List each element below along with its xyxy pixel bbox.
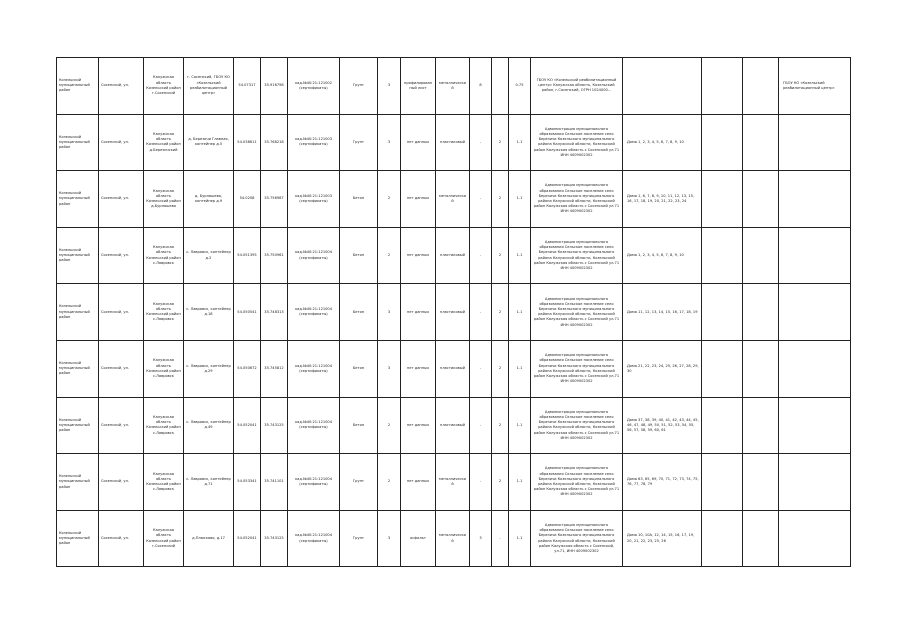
cell-blank2 (743, 510, 779, 567)
cell-lon: 35.743125 (261, 397, 288, 454)
cell-blank3 (779, 114, 851, 171)
cell-v3: 1.1 (509, 510, 531, 567)
cell-lat: 54.050541 (234, 284, 261, 341)
cell-vol: 3 (470, 510, 492, 567)
cell-blank2 (743, 58, 779, 115)
cell-vol: - (470, 114, 492, 171)
cell-location: Сосенский, ул. (99, 454, 144, 511)
cell-region: Калужская область Козельский район с.Лавровск (144, 397, 184, 454)
cell-surface: Бетон (340, 171, 378, 228)
cell-region: Калужская область Козельский район д.Березичский (144, 114, 184, 171)
cell-v3: 1.1 (509, 454, 531, 511)
cell-region: Калужская область Козельский район г.Сосенский (144, 58, 184, 115)
cell-district: Козельский муниципальный район (57, 340, 99, 397)
cell-lon: 35.756987 (261, 171, 288, 228)
cell-type: металлический (436, 510, 470, 567)
cell-district: Козельский муниципальный район (57, 454, 99, 511)
cell-v2: 2 (492, 114, 509, 171)
cell-blank1 (702, 340, 743, 397)
cell-vol: - (470, 454, 492, 511)
cell-sources: Дома 10, 10А, 12, 14, 15, 16, 17, 19, 20, 21, 22, 23, 25, 26 (623, 510, 702, 567)
cell-owner: Администрация муниципального образования Сельское поселение село Березичи Козельского муниципального района Калужской области, Козельский район Калужская область с Сосенский ул.71 ИНН 4009002302 (531, 114, 623, 171)
table-row (57, 454, 851, 511)
cell-sources: Дома 63, 65, 69, 70, 71, 72, 73, 74, 75, 76, 77, 78, 79 (623, 454, 702, 511)
cell-lon: 35.916798 (261, 58, 288, 115)
registry-table (56, 57, 851, 567)
cell-sources (623, 58, 702, 115)
cell-count: 3 (378, 284, 401, 341)
cell-v2: 2 (492, 397, 509, 454)
cell-cadastral: кад.№40:21:121004 (сертификаты) (288, 340, 340, 397)
cell-location: Сосенский, ул. (99, 227, 144, 284)
cell-blank2 (743, 284, 779, 341)
cell-lat: 54.053341 (234, 454, 261, 511)
cell-vol: - (470, 284, 492, 341)
cell-location: Сосенский, ул. (99, 510, 144, 567)
cell-lat: 54.052041 (234, 397, 261, 454)
cell-lat: 54.07317 (234, 58, 261, 115)
cell-blank3 (779, 284, 851, 341)
cell-type: пластиковый (436, 114, 470, 171)
cell-address: с. Лавровск, контейнер д.71 (184, 454, 234, 511)
cell-address: с. Лавровск, контейнер д.49 (184, 397, 234, 454)
cell-owner: Администрация муниципального образования Сельское поселение село Березичи Козельского муниципального района Калужской области, Козельский район Калужская область с Сосенский ул.71 ИНН 4009002302 (531, 227, 623, 284)
cell-sources: Дома 1, 2, 3, 4, 5, 6, 7, 8, 9, 10 (623, 227, 702, 284)
cell-count: 2 (378, 171, 401, 228)
cell-count: 2 (378, 454, 401, 511)
cell-surface: Бетон (340, 227, 378, 284)
cell-lon: 35.750961 (261, 227, 288, 284)
cell-vol: - (470, 340, 492, 397)
cell-location: Сосенский, ул. (99, 58, 144, 115)
cell-owner: Администрация муниципального образования Сельское поселение село Березичи Козельского муниципального района Калужской области, Козельский район Калужская область с Сосенский ул.71 ИНН 4009002302 (531, 454, 623, 511)
cell-region: Калужская область Козельский район с.Лавровск (144, 227, 184, 284)
cell-address: с. Лавровск, контейнер д.18 (184, 284, 234, 341)
cell-owner: Администрация муниципального образования Сельское поселение село Березичи Козельского муниципального района Калужской области, Козельский район Калужская область с Сосенский ул.71 ИНН 4009002302 (531, 171, 623, 228)
cell-cover: нет данных (401, 284, 436, 341)
cell-blank3 (779, 340, 851, 397)
cell-type: металлический (436, 58, 470, 115)
cell-blank3 (779, 397, 851, 454)
table-row (57, 510, 851, 567)
cell-v3: 0.75 (509, 58, 531, 115)
table-row (57, 114, 851, 171)
cell-cadastral: кад.№40:21:121003 (сертификаты) (288, 171, 340, 228)
cell-v2: 2 (492, 171, 509, 228)
cell-lon: 35.745812 (261, 340, 288, 397)
cell-blank1 (702, 284, 743, 341)
cell-owner: Администрация муниципального образования Сельское поселение село Березичи Козельского муниципального района Калужской области, Козельский район Калужская область с Сосенский, ул.71, ИНН 4009002302 (531, 510, 623, 567)
cell-v2: 2 (492, 284, 509, 341)
cell-location: Сосенский, ул. (99, 397, 144, 454)
cell-v3: 1.1 (509, 340, 531, 397)
cell-blank1 (702, 510, 743, 567)
cell-sources: Дома 21, 22, 23, 24, 25, 26, 27, 28, 29, 30 (623, 340, 702, 397)
cell-blank1 (702, 58, 743, 115)
cell-cover: асфальт (401, 510, 436, 567)
cell-cover: нет данных (401, 227, 436, 284)
cell-district: Козельский муниципальный район (57, 171, 99, 228)
cell-sources: Дома 11, 12, 13, 14, 15, 16, 17, 18, 19 (623, 284, 702, 341)
cell-v2: 2 (492, 454, 509, 511)
cell-location: Сосенский, ул. (99, 284, 144, 341)
cell-v2 (492, 58, 509, 115)
cell-cover: профилированный лист (401, 58, 436, 115)
cell-surface: Грунт (340, 114, 378, 171)
cell-lon: 35.748313 (261, 284, 288, 341)
cell-region: Калужская область Козельский район с.Лавровск (144, 340, 184, 397)
cell-type: пластиковый (436, 284, 470, 341)
cell-count: 2 (378, 397, 401, 454)
cell-blank3: ГБОУ КО «Козельский реабилитационный центр» (779, 58, 851, 115)
cell-cadastral: кад.№40:21:121004 (сертификаты) (288, 227, 340, 284)
cell-lon: 35.743125 (261, 510, 288, 567)
cell-cover: нет данных (401, 171, 436, 228)
cell-blank2 (743, 227, 779, 284)
cell-cadastral: кад.№40:21:121003 (сертификаты) (288, 114, 340, 171)
cell-count: 3 (378, 510, 401, 567)
cell-blank1 (702, 171, 743, 228)
cell-sources: Дома 1, 2, 3, 4, 5, 6, 7, 8, 9, 10 (623, 114, 702, 171)
cell-cadastral: кад.№40:21:121004 (сертификаты) (288, 397, 340, 454)
table-row (57, 227, 851, 284)
cell-v3: 1.1 (509, 227, 531, 284)
cell-blank1 (702, 454, 743, 511)
cell-lat: 54.052041 (234, 510, 261, 567)
cell-v3: 1.1 (509, 397, 531, 454)
cell-v2: - (492, 510, 509, 567)
cell-count: 3 (378, 340, 401, 397)
cell-location: Сосенский, ул. (99, 340, 144, 397)
cell-blank2 (743, 454, 779, 511)
cell-v2: 2 (492, 227, 509, 284)
cell-v3: 1.1 (509, 284, 531, 341)
cell-blank2 (743, 397, 779, 454)
cell-cover: нет данных (401, 397, 436, 454)
cell-cadastral: кад.№40:21:121004 (сертификаты) (288, 454, 340, 511)
cell-owner: ГБОУ КО «Козельский реабилитационный центр» Калужская область, Козельский район, г.Сосенский, ОГРН 1024000... (531, 58, 623, 115)
cell-blank2 (743, 171, 779, 228)
cell-type: металлический (436, 171, 470, 228)
cell-blank3 (779, 454, 851, 511)
table-row (57, 58, 851, 115)
cell-district: Козельский муниципальный район (57, 227, 99, 284)
cell-lat: 54.0208 (234, 171, 261, 228)
table-row (57, 284, 851, 341)
cell-type: пластиковый (436, 227, 470, 284)
cell-address: г. Сосенский, ГБОУ КО «Козельский реабилитационный центр» (184, 58, 234, 115)
cell-vol: - (470, 227, 492, 284)
cell-location: Сосенский, ул. (99, 171, 144, 228)
cell-address: с. Лавровск, контейнер д.29 (184, 340, 234, 397)
cell-lat: 54.050672 (234, 340, 261, 397)
cell-district: Козельский муниципальный район (57, 510, 99, 567)
cell-v3: 1.1 (509, 171, 531, 228)
cell-owner: Администрация муниципального образования Сельское поселение село Березичи Козельского муниципального района Калужской области, Козельский район Калужская область с Сосенский ул.71 ИНН 4009002302 (531, 397, 623, 454)
cell-region: Калужская область Козельский район г.Сосенский (144, 510, 184, 567)
cell-vol: - (470, 397, 492, 454)
cell-lon: 35.741101 (261, 454, 288, 511)
cell-cadastral: кад.№40:21:121002 (сертификаты) (288, 58, 340, 115)
cell-district: Козельский муниципальный район (57, 397, 99, 454)
cell-blank2 (743, 114, 779, 171)
cell-blank3 (779, 227, 851, 284)
cell-vol: - (470, 171, 492, 228)
cell-region: Калужская область Козельский район с.Лавровск (144, 454, 184, 511)
cell-type: пластиковый (436, 340, 470, 397)
cell-cadastral: кад.№40:21:121004 (сертификаты) (288, 284, 340, 341)
cell-vol: 8 (470, 58, 492, 115)
cell-address: д.Плюсково, д.17 (184, 510, 234, 567)
cell-blank1 (702, 227, 743, 284)
cell-sources: Дома 37, 38, 39, 40, 41, 42, 43, 44, 45, 46, 47, 48, 49, 50, 51, 52, 53, 54, 55, 56, 57, 58, 59, 60, 61 (623, 397, 702, 454)
cell-sources: Дома 1, 6, 7, 8, 9, 10, 11, 12, 13, 15, 16, 17, 18, 19, 20, 21, 22, 23, 24 (623, 171, 702, 228)
cell-count: 3 (378, 58, 401, 115)
cell-lon: 35.768218 (261, 114, 288, 171)
cell-blank1 (702, 114, 743, 171)
cell-lat: 54.051395 (234, 227, 261, 284)
cell-v2: 2 (492, 340, 509, 397)
table-row (57, 340, 851, 397)
cell-district: Козельский муниципальный район (57, 58, 99, 115)
cell-cover: нет данных (401, 454, 436, 511)
cell-type: металлический (436, 454, 470, 511)
cell-v3: 1.1 (509, 114, 531, 171)
cell-address: д. Березичи Главная, контейнер д.5 (184, 114, 234, 171)
cell-address: д. Бурнашево, контейнер д.9 (184, 171, 234, 228)
cell-surface: Бетон (340, 284, 378, 341)
cell-surface: Бетон (340, 340, 378, 397)
cell-blank1 (702, 397, 743, 454)
cell-region: Калужская область Козельский район с.Лавровск (144, 284, 184, 341)
cell-blank3 (779, 171, 851, 228)
cell-cadastral: кад.№40:21:121004 (сертификаты) (288, 510, 340, 567)
table-row (57, 171, 851, 228)
cell-district: Козельский муниципальный район (57, 284, 99, 341)
cell-owner: Администрация муниципального образования Сельское поселение село Березичи Козельского муниципального района Калужской области, Козельский район Калужская область с Сосенский ул.71 ИНН 4009002302 (531, 284, 623, 341)
cell-surface: Грунт (340, 454, 378, 511)
cell-location: Сосенский, ул. (99, 114, 144, 171)
cell-region: Калужская область Козельский район д.Бурнашево (144, 171, 184, 228)
cell-address: с. Лавровск, контейнер д.2 (184, 227, 234, 284)
cell-type: пластиковый (436, 397, 470, 454)
cell-cover: нет данных (401, 340, 436, 397)
table-row (57, 397, 851, 454)
cell-surface: Бетон (340, 397, 378, 454)
cell-district: Козельский муниципальный район (57, 114, 99, 171)
cell-count: 3 (378, 114, 401, 171)
cell-count: 2 (378, 227, 401, 284)
cell-owner: Администрация муниципального образования Сельское поселение село Березичи Козельского муниципального района Калужской области, Козельский район Калужская область с Сосенский ул.71 ИНН 4009002302 (531, 340, 623, 397)
cell-lat: 54.038611 (234, 114, 261, 171)
cell-cover: нет данных (401, 114, 436, 171)
cell-blank3 (779, 510, 851, 567)
cell-surface: Грунт (340, 58, 378, 115)
cell-surface: Грунт (340, 510, 378, 567)
cell-blank2 (743, 340, 779, 397)
